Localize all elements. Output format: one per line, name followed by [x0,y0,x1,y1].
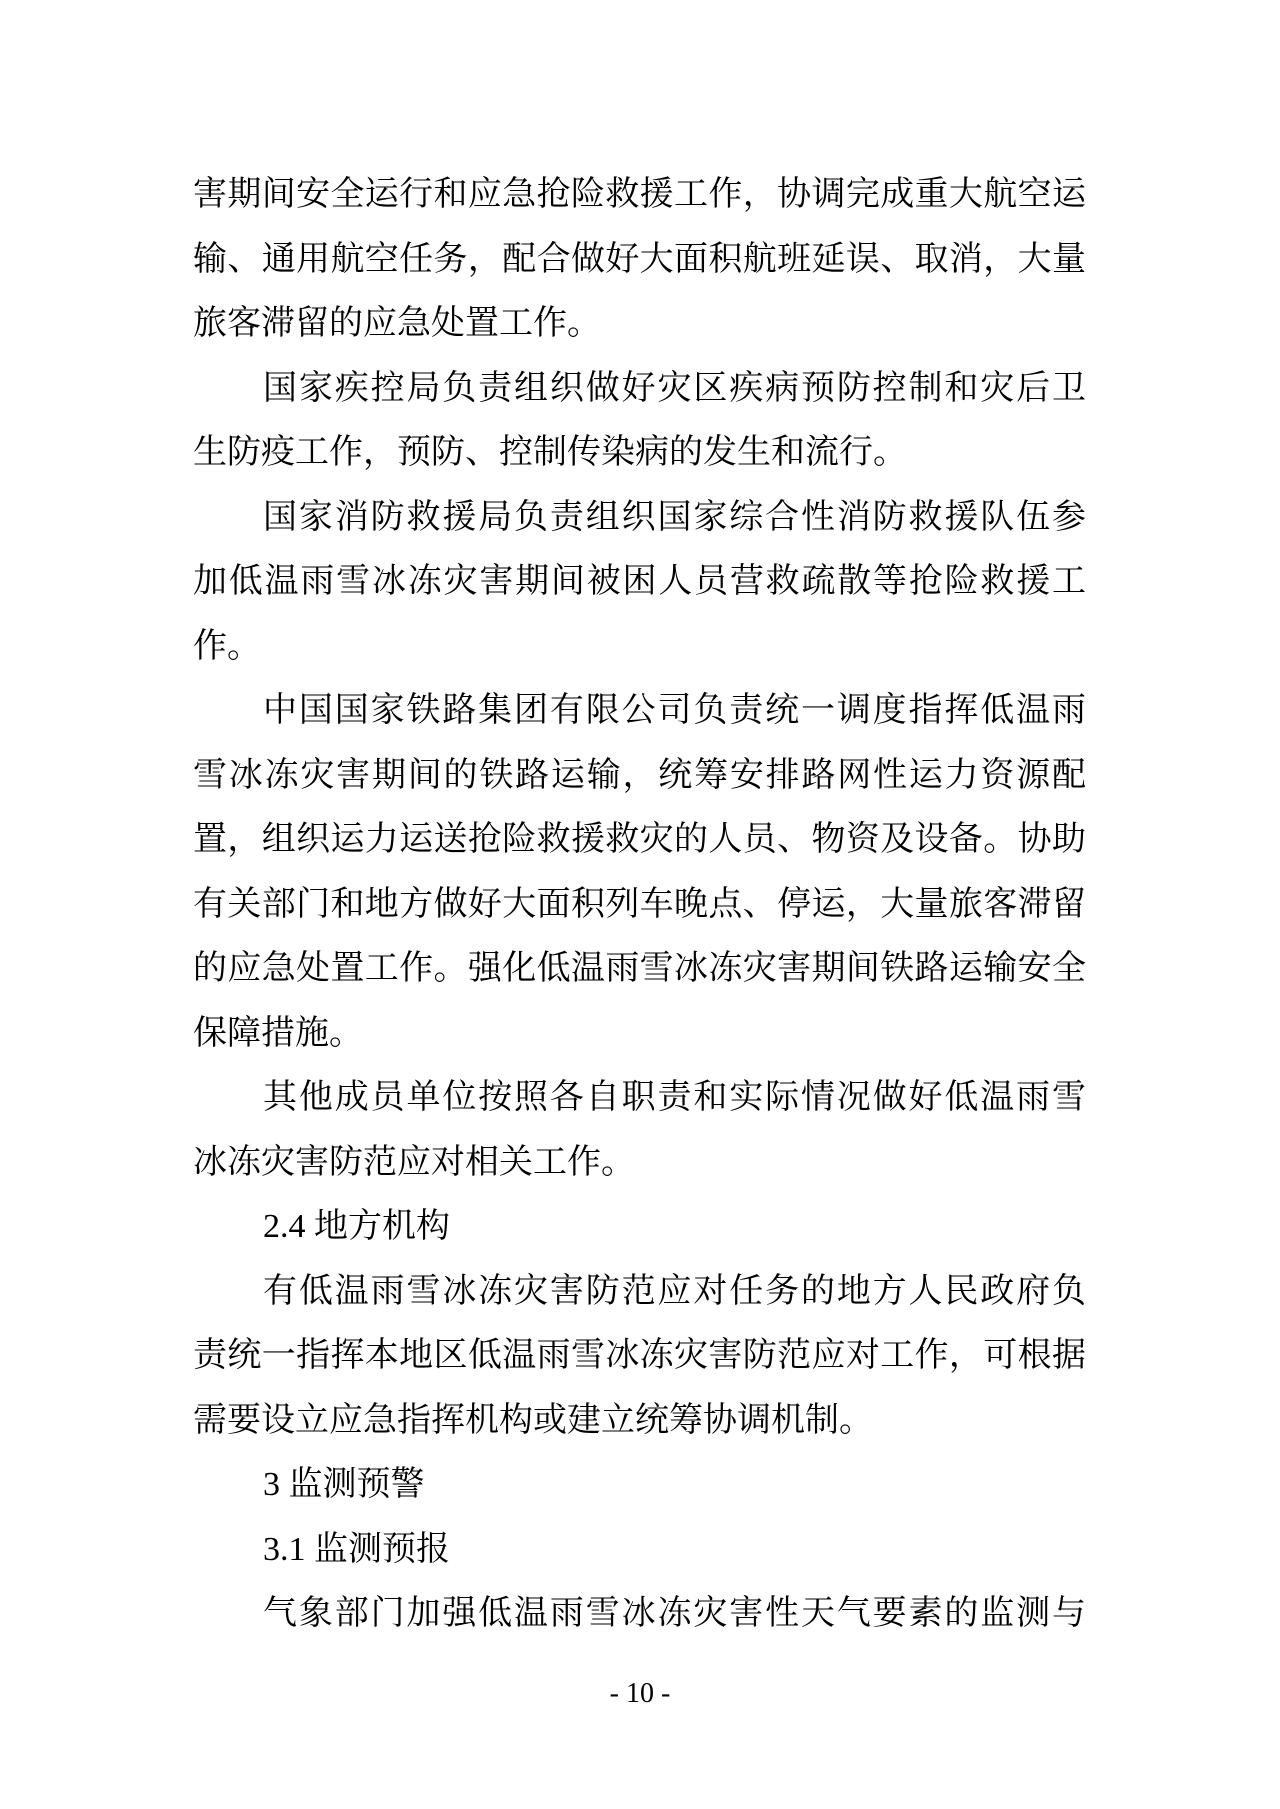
text-line: 雪冰冻灾害期间的铁路运输，统筹安排路网性运力资源配 [193,756,1086,794]
text-line: 气象部门加强低温雨雪冰冻灾害性天气要素的监测与 [263,1595,1086,1632]
text-line: 作。 [193,627,261,665]
text-line: 责统一指挥本地区低温雨雪冰冻灾害防范应对工作，可根据 [193,1337,1086,1374]
text-line: 国家疾控局负责组织做好灾区疾病预防控制和灾后卫 [263,369,1086,407]
text-line: 有关部门和地方做好大面积列车晚点、停运，大量旅客滞留 [193,885,1086,923]
text-line: 输、通用航空任务，配合做好大面积航班延误、取消，大量 [193,240,1086,278]
text-line: 中国国家铁路集团有限公司负责统一调度指挥低温雨 [263,692,1086,729]
heading-line: 2.4 地方机构 [263,1208,450,1245]
text-line: 置，组织运力运送抢险救援救灾的人员、物资及设备。协助 [193,821,1086,858]
document-body [193,163,1086,1647]
text-line: 保障措施。 [193,1014,363,1052]
text-line: 有低温雨雪冰冻灾害防范应对任务的地方人民政府负 [263,1272,1086,1310]
text-line: 旅客滞留的应急处置工作。 [193,305,601,342]
heading-line: 3.1 监测预报 [263,1530,450,1568]
page-number: - 10 - [609,1678,671,1709]
text-line: 国家消防救援局负责组织国家综合性消防救援队伍参 [263,498,1086,536]
text-line: 的应急处置工作。强化低温雨雪冰冻灾害期间铁路运输安全 [193,950,1086,987]
text-line: 其他成员单位按照各自职责和实际情况做好低温雨雪 [263,1079,1086,1116]
text-line: 加低温雨雪冰冻灾害期间被困人员营救疏散等抢险救援工 [193,563,1086,600]
text-line: 害期间安全运行和应急抢险救援工作，协调完成重大航空运 [193,176,1086,213]
heading-line: 3 监测预警 [263,1466,425,1503]
text-line: 冰冻灾害防范应对相关工作。 [193,1143,635,1181]
text-line: 生防疫工作，预防、控制传染病的发生和流行。 [193,434,907,471]
text-line: 需要设立应急指挥机构或建立统筹协调机制。 [193,1401,873,1439]
